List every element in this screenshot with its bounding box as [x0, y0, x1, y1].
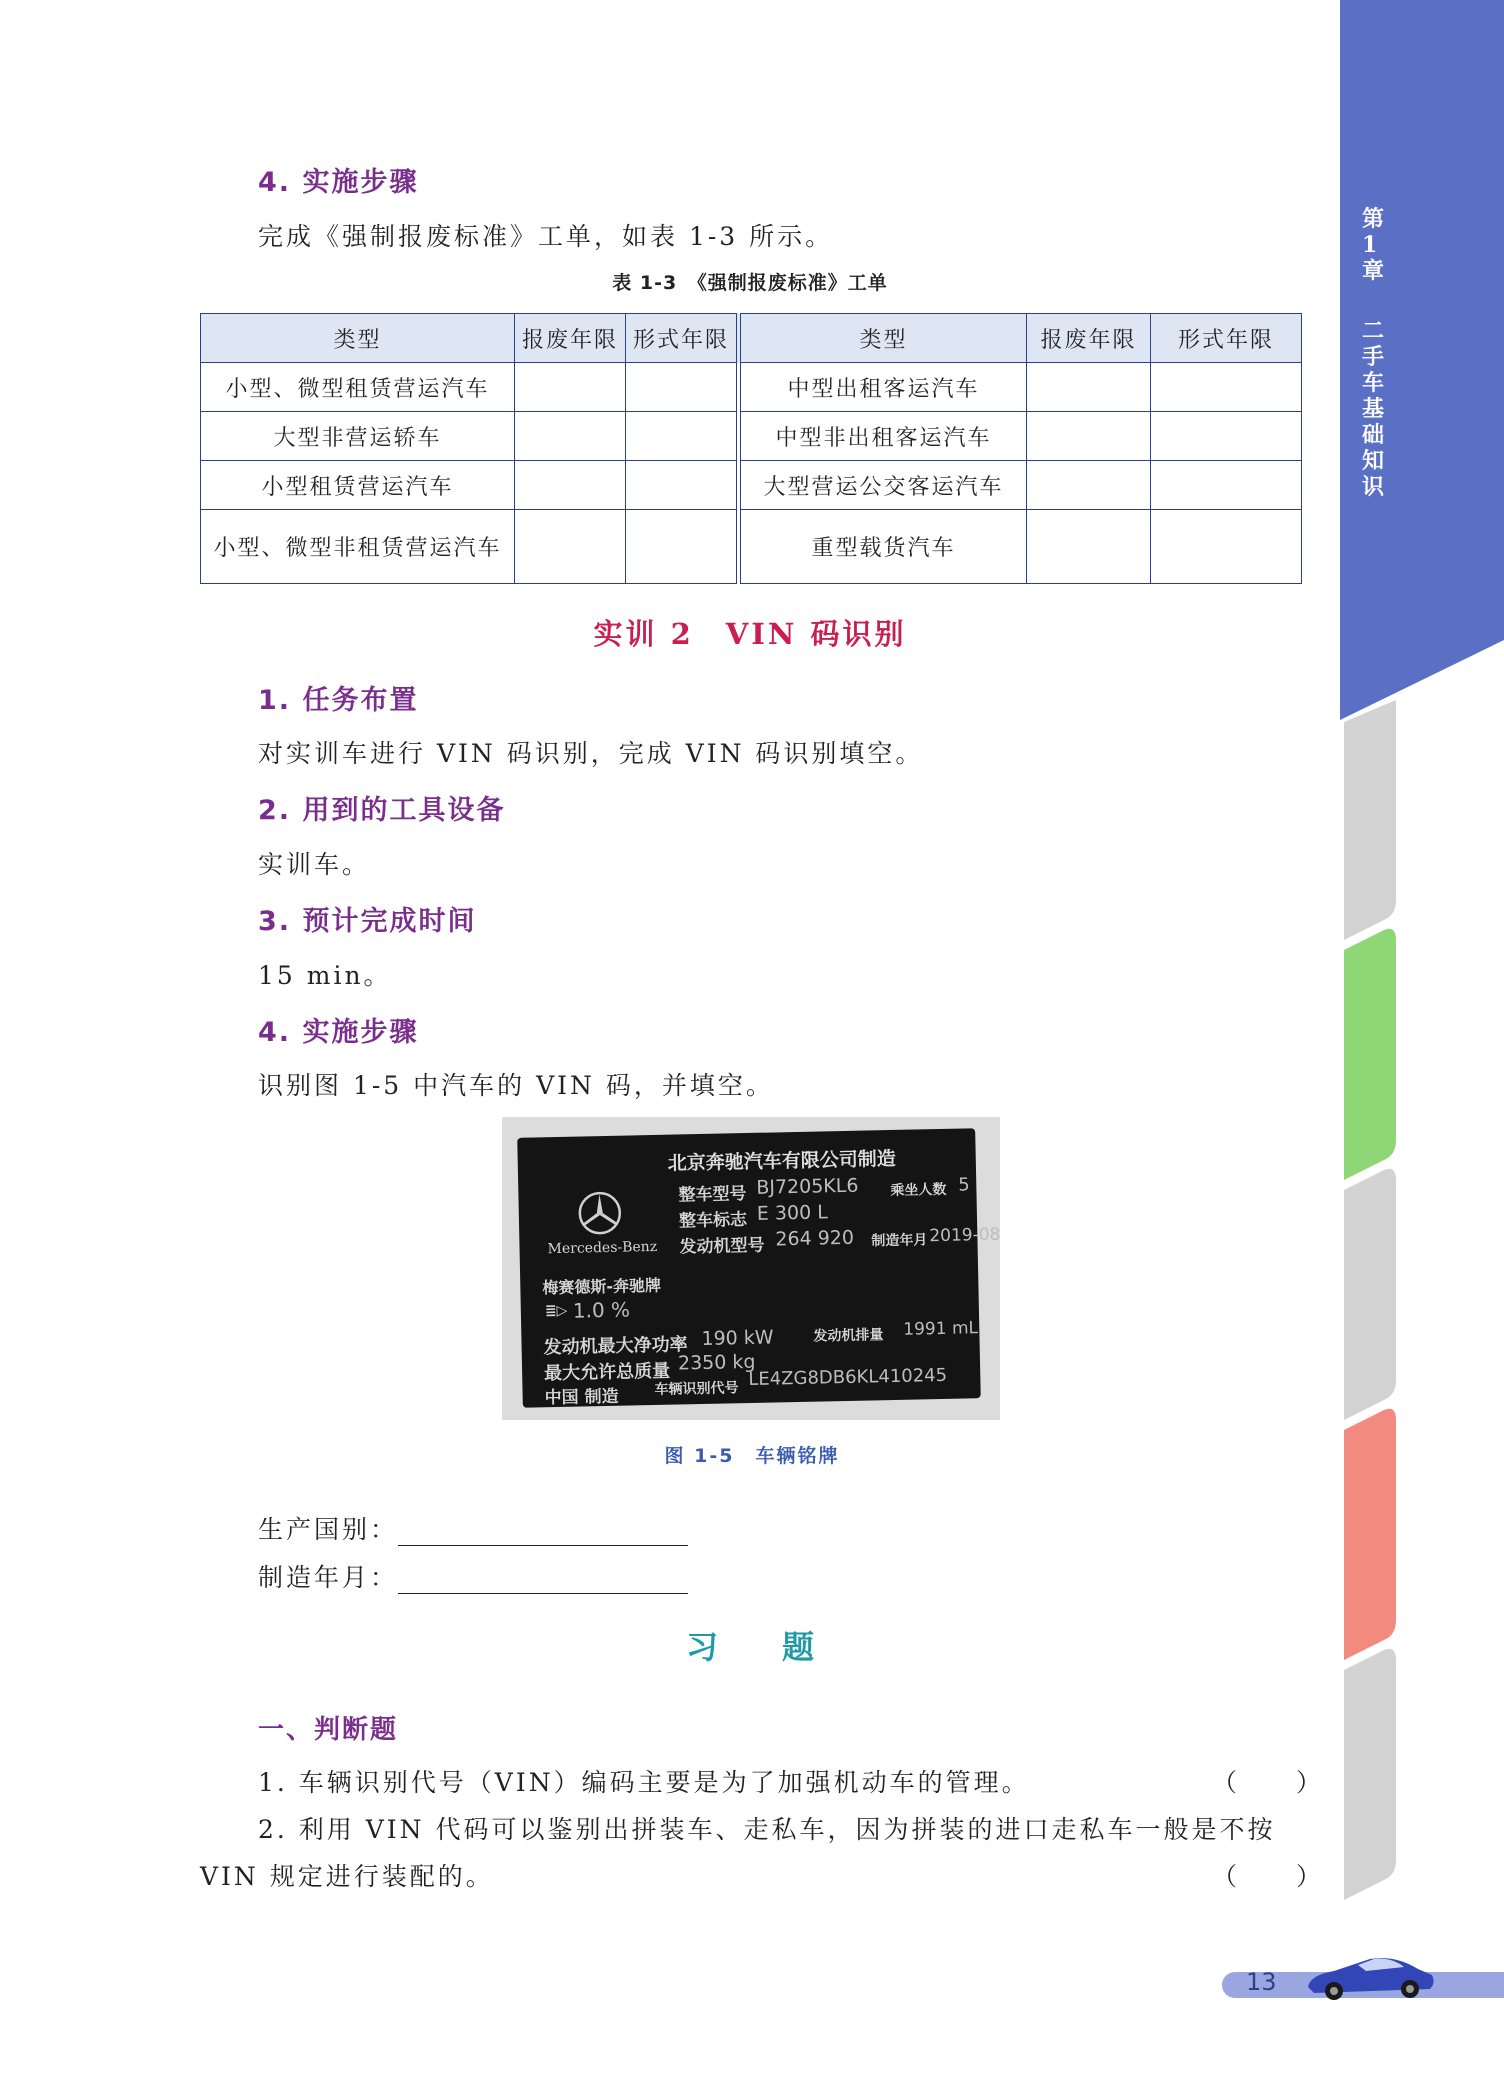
- section-heading-step4: 4. 实施步骤: [258, 167, 419, 198]
- cell-type-left: 小型、微型租赁营运汽车: [201, 363, 515, 412]
- cell-blank[interactable]: [626, 510, 737, 584]
- cell-blank[interactable]: [1027, 412, 1151, 461]
- table-row: [201, 363, 1302, 412]
- header-scrap-years-right: 报废年限: [1027, 314, 1151, 363]
- mercedes-star-icon: [576, 1190, 623, 1237]
- question-1: 1. 车辆识别代号（VIN）编码主要是为了加强机动车的管理。: [258, 1768, 1030, 1797]
- nameplate-model-label: 整车型号: [678, 1184, 747, 1206]
- fill-blank-label: 制造年月：: [258, 1563, 399, 1592]
- nameplate-origin-label: 中国 制造: [544, 1386, 619, 1409]
- fill-blank-line[interactable]: [398, 1521, 688, 1546]
- nameplate-engine-value: 264 920: [775, 1226, 855, 1251]
- step1-heading: 1. 任务布置: [258, 685, 419, 716]
- header-form-years-left: 形式年限: [626, 314, 737, 363]
- cell-blank[interactable]: [1027, 510, 1151, 584]
- cell-type-left: 小型租赁营运汽车: [201, 461, 515, 510]
- step3-text: 15 min。: [258, 961, 392, 990]
- nameplate-fuel-value: 1.0 %: [572, 1297, 631, 1323]
- table-row: [201, 461, 1302, 510]
- nameplate-power-value: 190 kW: [701, 1326, 774, 1351]
- cell-blank[interactable]: [1151, 412, 1302, 461]
- question-2-answer-box[interactable]: （ ）: [1212, 1862, 1325, 1891]
- nameplate-maker: 北京奔驰汽车有限公司制造: [667, 1147, 896, 1175]
- header-type-left: 类型: [201, 314, 515, 363]
- nameplate-engine-label: 发动机型号: [679, 1235, 765, 1258]
- nameplate-date-value: 2019-08: [929, 1224, 1001, 1247]
- step2-heading: 2. 用到的工具设备: [258, 795, 506, 826]
- nameplate-brand-en: Mercedes-Benz: [547, 1238, 658, 1258]
- question-2-line1: 2. 利用 VIN 代码可以鉴别出拼装车、走私车，因为拼装的进口走私车一般是不按: [258, 1815, 1276, 1844]
- header-scrap-years-left: 报废年限: [515, 314, 626, 363]
- cell-blank[interactable]: [1151, 510, 1302, 584]
- cell-blank[interactable]: [1151, 363, 1302, 412]
- cell-type-right: 中型非出租客运汽车: [741, 412, 1027, 461]
- cell-blank[interactable]: [515, 461, 626, 510]
- fill-blank-line[interactable]: [398, 1569, 688, 1594]
- cell-blank[interactable]: [626, 363, 737, 412]
- cell-blank[interactable]: [626, 412, 737, 461]
- nameplate-model-value: BJ7205KL6: [756, 1174, 859, 1199]
- exercise-part1-heading: 一、判断题: [258, 1715, 399, 1745]
- figure-caption: 图 1-5 车辆铭牌: [664, 1445, 840, 1467]
- table-caption: 表 1-3 《强制报废标准》工单: [612, 272, 888, 294]
- training2-title: 实训 2 VIN 码识别: [593, 617, 907, 651]
- step1-text: 对实训车进行 VIN 码识别，完成 VIN 码识别填空。: [258, 739, 924, 768]
- nameplate-power-label: 发动机最大净功率: [543, 1334, 688, 1359]
- fill-blank-date: [258, 1558, 688, 1594]
- cell-blank[interactable]: [1027, 461, 1151, 510]
- cell-blank[interactable]: [515, 510, 626, 584]
- exercises-title: 习 题: [685, 1628, 814, 1666]
- fill-blank-country: [258, 1510, 688, 1546]
- question-2-line2: VIN 规定进行装配的。: [200, 1862, 494, 1891]
- nameplate-seats-value: 5: [958, 1174, 970, 1196]
- nameplate: [517, 1128, 1001, 1409]
- header-form-years-right: 形式年限: [1151, 314, 1302, 363]
- nameplate-brand-cn: 梅赛德斯-奔驰牌: [542, 1275, 662, 1298]
- nameplate-vin-value: LE4ZG8DB6KL410245: [748, 1364, 948, 1391]
- nameplate-seats-label: 乘坐人数: [890, 1181, 947, 1200]
- cell-blank[interactable]: [1027, 363, 1151, 412]
- side-tab-title: 二手车基础知识: [1362, 318, 1385, 500]
- cell-blank[interactable]: [515, 412, 626, 461]
- fuel-consumption-icon: ≣▷: [544, 1302, 568, 1320]
- step2-text: 实训车。: [258, 850, 371, 879]
- cell-blank[interactable]: [626, 461, 737, 510]
- cell-type-left: 小型、微型非租赁营运汽车: [201, 510, 515, 584]
- side-tab-chapter: 第1章: [1362, 206, 1385, 284]
- cell-type-right: 重型载货汽车: [741, 510, 1027, 584]
- section-text-step4: 完成《强制报废标准》工单，如表 1-3 所示。: [258, 222, 834, 251]
- fill-blank-label: 生产国别：: [258, 1515, 399, 1544]
- side-tabs: [1340, 0, 1504, 1920]
- cell-blank[interactable]: [515, 363, 626, 412]
- step4-heading: 4. 实施步骤: [258, 1017, 419, 1048]
- nameplate-date-label: 制造年月: [871, 1232, 928, 1250]
- step4-text: 识别图 1-5 中汽车的 VIN 码，并填空。: [258, 1071, 774, 1100]
- nameplate-badge-label: 整车标志: [678, 1210, 748, 1232]
- nameplate-mass-value: 2350 kg: [677, 1350, 756, 1375]
- sports-car-icon: [1300, 1945, 1440, 2005]
- nameplate-vin-label: 车辆识别代号: [654, 1380, 739, 1399]
- nameplate-mass-label: 最大允许总质量: [543, 1360, 671, 1385]
- step3-heading: 3. 预计完成时间: [258, 906, 477, 937]
- cell-type-right: 中型出租客运汽车: [741, 363, 1027, 412]
- cell-blank[interactable]: [1151, 461, 1302, 510]
- table-header-row: [201, 314, 1302, 363]
- cell-type-left: 大型非营运轿车: [201, 412, 515, 461]
- nameplate-badge-value: E 300 L: [756, 1201, 829, 1225]
- cell-type-right: 大型营运公交客运汽车: [741, 461, 1027, 510]
- nameplate-displacement-value: 1991 mL: [903, 1318, 979, 1340]
- page-number: 13: [1246, 1968, 1277, 1996]
- table-row: [201, 412, 1302, 461]
- scrap-standard-table: [200, 313, 1302, 584]
- vehicle-nameplate-photo: [502, 1117, 1000, 1420]
- nameplate-displacement-label: 发动机排量: [813, 1327, 884, 1345]
- question-1-answer-box[interactable]: （ ）: [1212, 1768, 1325, 1797]
- header-type-right: 类型: [741, 314, 1027, 363]
- table-row: [201, 510, 1302, 584]
